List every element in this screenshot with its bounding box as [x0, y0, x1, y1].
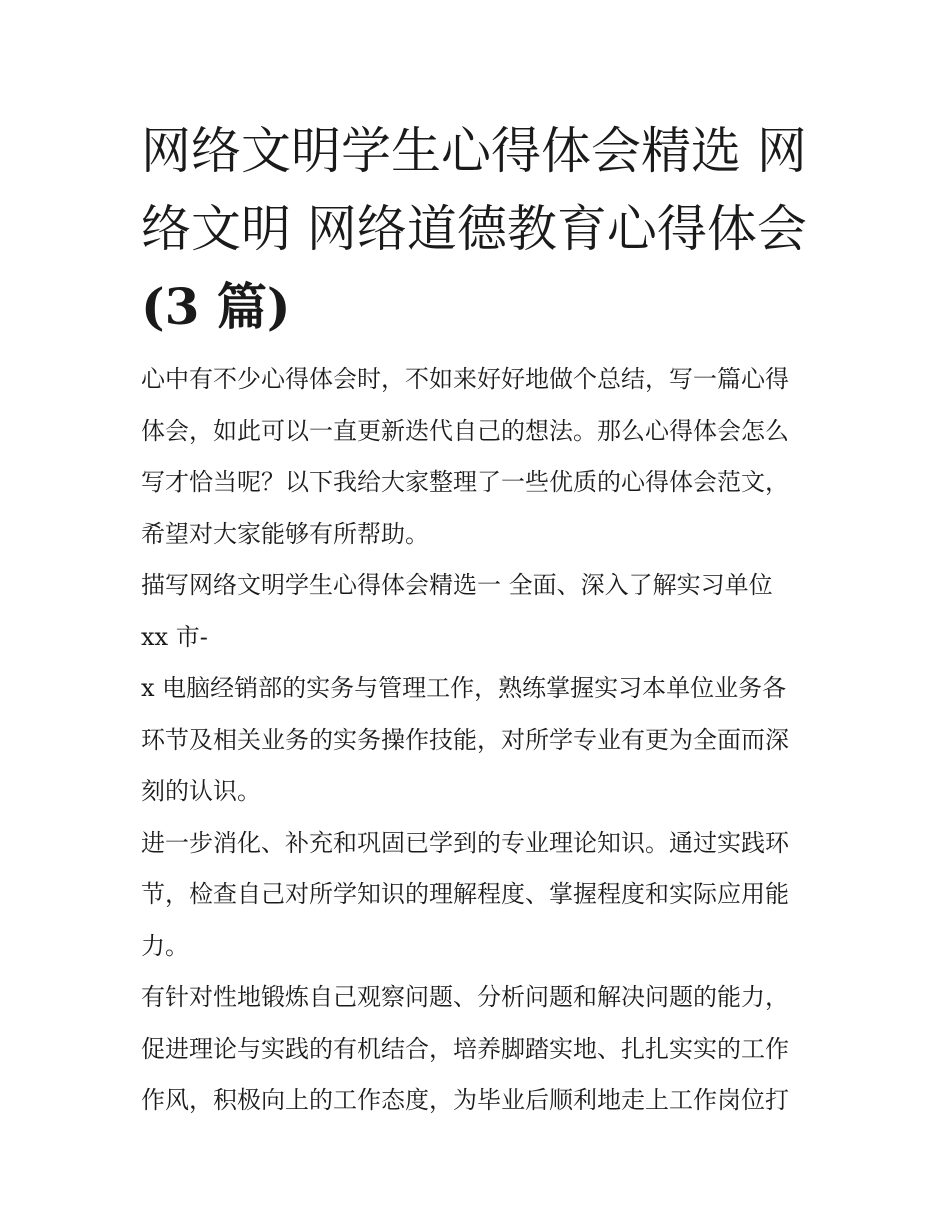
text-line: 节，检查自己对所学知识的理解程度、掌握程度和实际应用能 [141, 880, 789, 908]
title-line: (3 篇) [141, 277, 291, 336]
paragraph-theory [141, 818, 831, 973]
title-line: 络文明 网络道德教育心得体会 [141, 200, 807, 258]
title-line: 网络文明学生心得体会精选 网 [141, 122, 807, 180]
paragraph-practice [141, 663, 831, 818]
text-line: 希望对大家能够有所帮助。 [141, 519, 429, 548]
text-line: 写才恰当呢？以下我给大家整理了一些优质的心得体会范文， [141, 468, 789, 496]
text-line: 体会，如此可以一直更新迭代自己的想法。那么心得体会怎么 [141, 416, 789, 445]
text-line: x 电脑经销部的实务与管理工作，熟练掌握实习本单位业务各 [141, 674, 787, 702]
text-line: xx 市- [141, 622, 208, 651]
text-line: 描写网络文明学生心得体会精选一 全面、深入了解实习单位 [141, 571, 773, 599]
text-line: 进一步消化、补充和巩固已学到的专业理论知识。通过实践环 [141, 828, 789, 857]
text-line: 心中有不少心得体会时，不如来好好地做个总结，写一篇心得 [141, 365, 789, 393]
text-line: 有针对性地锻炼自己观察问题、分析问题和解决问题的能力， [141, 983, 789, 1011]
paragraph-ability [141, 972, 831, 1127]
paragraph-section-one [141, 560, 831, 663]
document-title [141, 112, 821, 346]
text-line: 力。 [141, 931, 189, 960]
text-line: 作风，积极向上的工作态度，为毕业后顺利地走上工作岗位打 [141, 1086, 789, 1114]
paragraph-intro [141, 354, 831, 560]
text-line: 促进理论与实践的有机结合，培养脚踏实地、扎扎实实的工作 [141, 1034, 789, 1063]
document-body [141, 354, 831, 1127]
text-line: 环节及相关业务的实务操作技能，对所学专业有更为全面而深 [141, 725, 789, 754]
text-line: 刻的认识。 [141, 777, 261, 805]
